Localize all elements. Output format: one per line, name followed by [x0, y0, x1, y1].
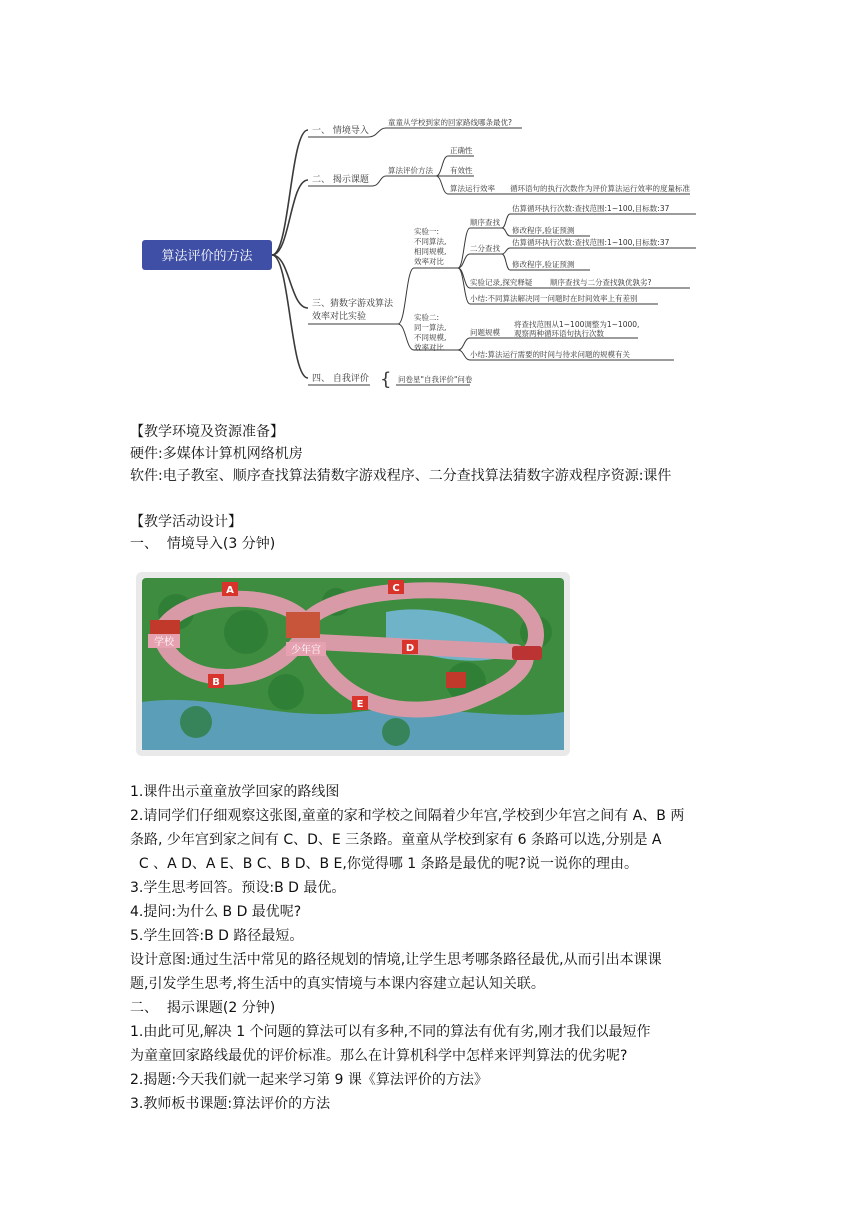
exp1-line-2: 不同算法,	[414, 237, 447, 246]
branch-4-label: 四、 自我评价	[312, 374, 369, 384]
map-label-a: A	[226, 585, 234, 596]
env-heading: 【教学环境及资源准备】	[130, 424, 284, 440]
mind-map	[130, 110, 730, 395]
body-text	[130, 780, 730, 1116]
section-2-heading: 二、 揭示课题(2 分钟)	[130, 1000, 276, 1016]
body-line: 3.学生思考回答。预设:B D 最优。	[130, 880, 346, 896]
section-1-heading: 一、 情境导入(3 分钟)	[130, 536, 276, 552]
map-label-d: D	[405, 643, 415, 654]
scale-label: 问题规模	[470, 328, 500, 337]
branch-3-label-1: 三、猜数字游戏算法	[312, 299, 394, 309]
seq-item-2: 修改程序,验证预测	[512, 226, 575, 235]
exp1-line-3: 相同规模,	[414, 247, 447, 256]
body-line: 题,引发学生思考,将生活中的真实情境与本课内容建立起认知关联。	[130, 976, 545, 992]
exp2-line-1: 实验二:	[414, 313, 440, 322]
map-palace-label: 少年宫	[291, 645, 321, 656]
body-line: 2.请同学们仔细观察这张图,童童的家和学校之间隔着少年宫,学校到少年宫之间有 A、B 两	[130, 808, 685, 824]
exp2-line-4: 效率对比	[414, 343, 444, 352]
exp2-line-2: 同一算法,	[414, 323, 447, 332]
record-note: 顺序查找与二分查找孰优孰劣?	[550, 278, 652, 287]
mind-map-root: 算法评价的方法	[161, 249, 253, 264]
branch-2-item-validity: 有效性	[450, 166, 473, 175]
body-line: C 、A D、A E、B C、B D、B E,你觉得哪 1 条路是最优的呢?说一说你的理由。	[130, 856, 639, 872]
branch-1-label: 一、 情境导入	[312, 126, 369, 136]
svg-text:{: {	[380, 369, 392, 390]
scale-note-2: 观察两种循环语句执行次数	[514, 329, 604, 338]
map-label-e: E	[356, 699, 364, 710]
map-label-b: B	[212, 677, 220, 688]
map-label-c: C	[392, 583, 400, 594]
summary-1: 小结:不同算法解决同一问题时在时间效率上有差别	[470, 294, 638, 303]
activity-heading: 【教学活动设计】	[130, 514, 242, 530]
exp1-line-1: 实验一:	[414, 227, 440, 236]
branch-1-leaf: 童童从学校到家的回家路线哪条最优?	[388, 118, 512, 127]
body-line: 5.学生回答:B D 路径最短。	[130, 928, 304, 944]
record-label: 实验记录,探究释疑	[470, 278, 533, 287]
branch-4-leaf: 问卷星"自我评价"问卷	[398, 375, 473, 384]
body-line: 设计意图:通过生活中常见的路径规划的情境,让学生思考哪条路径最优,从而引出本课课	[130, 952, 662, 968]
branch-2-efficiency-note: 循环语句的执行次数作为评价算法运行效率的度量标准	[510, 184, 690, 193]
body-line: 3.教师板书课题:算法评价的方法	[130, 1096, 331, 1112]
body-line: 4.提问:为什么 B D 最优呢?	[130, 904, 302, 920]
summary-2: 小结:算法运行需要的时间与待求问题的规模有关	[470, 350, 631, 359]
exp2-line-3: 不同规模,	[414, 333, 447, 342]
branch-2-method: 算法评价方法	[388, 166, 433, 175]
body-line: 1.由此可见,解决 1 个问题的算法可以有多种,不同的算法有优有劣,刚才我们以最短作	[130, 1024, 651, 1040]
branch-2-label: 二、 揭示课题	[312, 175, 369, 185]
scale-note-1: 将查找范围从1~100调整为1~1000,	[514, 320, 640, 329]
body-line: 2.揭题:今天我们就一起来学习第 9 课《算法评价的方法》	[130, 1072, 488, 1088]
env-hardware: 硬件:多媒体计算机网络机房	[130, 446, 303, 462]
bin-item-2: 修改程序,验证预测	[512, 260, 575, 269]
branch-2-item-correctness: 正确性	[450, 146, 473, 155]
env-software: 软件:电子教室、顺序查找算法猜数字游戏程序、二分查找算法猜数字游戏程序资源:课件	[130, 468, 672, 484]
map-school-label: 学校	[154, 637, 174, 648]
route-map-image	[136, 572, 570, 756]
seq-search-label: 顺序查找	[470, 218, 500, 227]
branch-2-item-efficiency: 算法运行效率	[450, 184, 495, 193]
seq-item-1: 估算循环执行次数:查找范围:1~100,目标数:37	[512, 204, 670, 213]
body-line: 条路, 少年宫到家之间有 C、D、E 三条路。童童从学校到家有 6 条路可以选,分别是 A	[130, 832, 662, 848]
branch-3-label-2: 效率对比实验	[312, 312, 367, 322]
exp1-line-4: 效率对比	[414, 257, 444, 266]
bin-search-label: 二分查找	[470, 244, 500, 253]
bin-item-1: 估算循环执行次数:查找范围:1~100,目标数:37	[512, 238, 670, 247]
body-line: 为童童回家路线最优的评价标准。那么在计算机科学中怎样来评判算法的优劣呢?	[130, 1048, 628, 1064]
body-line: 1.课件出示童童放学回家的路线图	[130, 784, 340, 800]
